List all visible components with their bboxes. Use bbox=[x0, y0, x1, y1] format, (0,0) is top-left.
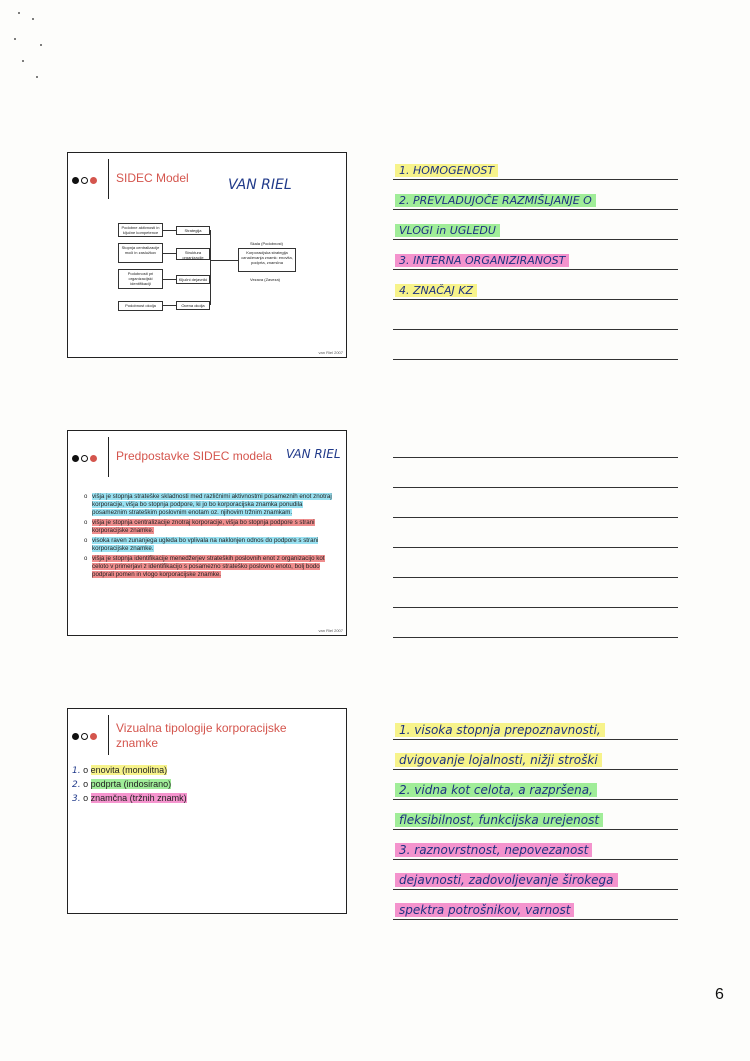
note-line bbox=[393, 210, 678, 240]
typology-item: 2. o podprta (indosirano) bbox=[72, 779, 172, 790]
dot-red-icon bbox=[90, 455, 97, 462]
page-number: 6 bbox=[715, 986, 724, 1003]
diagram-box: Podobnost okolja bbox=[118, 301, 163, 311]
note-text: 1. HOMOGENOST bbox=[395, 164, 498, 177]
note-line bbox=[393, 458, 678, 488]
handwritten-note: VAN RIEL bbox=[228, 177, 292, 193]
note-text: dvigovanje lojalnosti, nižji stroški bbox=[395, 753, 602, 767]
slide-title: Vizualna tipologije korporacijske znamke bbox=[116, 721, 287, 750]
note-line bbox=[393, 710, 678, 740]
typology-item: 1. o enovita (monolitna) bbox=[72, 765, 168, 776]
note-text: dejavnosti, zadovoljevanje širokega bbox=[395, 873, 618, 887]
note-line bbox=[393, 428, 678, 458]
note-text: 3. INTERNA ORGANIZIRANOST bbox=[395, 254, 569, 267]
note-text: VLOGI in UGLEDU bbox=[395, 224, 500, 237]
diagram-box: Podobne aktivnosti in ključne kompetence bbox=[118, 223, 163, 237]
assumption-list bbox=[84, 493, 336, 581]
slide-dots bbox=[72, 731, 99, 742]
diagram-connector bbox=[163, 279, 176, 280]
slide-divider bbox=[108, 715, 109, 755]
note-line bbox=[393, 270, 678, 300]
note-line bbox=[393, 300, 678, 330]
diagram-connector bbox=[163, 305, 176, 306]
slide-divider bbox=[108, 437, 109, 477]
notes-slide2 bbox=[393, 428, 678, 638]
item-number: 2. bbox=[72, 780, 81, 790]
diagram-box: Korporacijska strategija označevanja znamk: enovita, podprta, znamčna bbox=[238, 248, 296, 272]
assumption-item bbox=[84, 519, 336, 535]
slide-dots bbox=[72, 175, 99, 186]
note-text: 1. visoka stopnja prepoznavnosti, bbox=[395, 723, 605, 737]
assumption-text: visoka raven zunanjega ugleda bo vplivala na naklonjen odnos do podpore s strani korporacijske znamke. bbox=[92, 537, 319, 552]
dot-black-icon bbox=[72, 177, 79, 184]
note-line bbox=[393, 830, 678, 860]
note-text: 3. raznovrstnost, nepovezanost bbox=[395, 843, 592, 857]
note-text: spektra potrošnikov, varnost bbox=[395, 903, 574, 917]
note-line bbox=[393, 150, 678, 180]
item-number: 1. bbox=[72, 766, 81, 776]
diagram-connector bbox=[163, 230, 176, 231]
note-text: fleksibilnost, funkcijska urejenost bbox=[395, 813, 603, 827]
dot-red-icon bbox=[90, 733, 97, 740]
note-line bbox=[393, 608, 678, 638]
item-label: enovita (monolitna) bbox=[90, 765, 168, 775]
assumption-text: višja je stopnja strateške skladnosti med različnimi aktivnostmi posameznih enot znotraj korporacije, višja bo stopnja podpore, ki jo bo korporacijska znamka ponudila posameznim strateškim poslovnim enotam oz. njihovim tržnim znamkam. bbox=[92, 493, 332, 516]
diagram-box: Strategija bbox=[176, 226, 210, 235]
diagram-connector bbox=[210, 260, 238, 261]
note-line bbox=[393, 860, 678, 890]
item-label: podprta (indosirano) bbox=[90, 779, 172, 789]
note-line bbox=[393, 890, 678, 920]
slide-sidec-assumptions bbox=[67, 430, 347, 636]
slide-dots bbox=[72, 453, 99, 464]
diagram-connector bbox=[210, 230, 211, 305]
item-label: znamčna (tržnih znamk) bbox=[90, 793, 187, 803]
dot-white-icon bbox=[81, 455, 88, 462]
dot-black-icon bbox=[72, 733, 79, 740]
note-text: 2. PREVLADUJOČE RAZMIŠLJANJE O bbox=[395, 194, 596, 207]
slide-footer: van Riel 2007 bbox=[318, 350, 343, 355]
diagram-connector bbox=[163, 253, 176, 254]
item-number: 3. bbox=[72, 794, 81, 804]
notes-slide3 bbox=[393, 710, 678, 920]
sidec-diagram bbox=[118, 223, 348, 333]
typology-list bbox=[72, 764, 187, 806]
note-text: 2. vidna kot celota, a razpršena, bbox=[395, 783, 597, 797]
dot-red-icon bbox=[90, 177, 97, 184]
dot-white-icon bbox=[81, 733, 88, 740]
note-line bbox=[393, 180, 678, 210]
note-line bbox=[393, 740, 678, 770]
handwritten-note: VAN RIEL bbox=[286, 447, 341, 461]
assumption-text: višja je stopnja centralizacije znotraj korporacije, višja bo stopnja podpore s strani korporacijske znamke. bbox=[92, 519, 315, 534]
note-line bbox=[393, 240, 678, 270]
slide-footer: van Riel 2007 bbox=[318, 628, 343, 633]
assumption-text: višja je stopnja identifikacije menedžerjev strateških poslovnih enot z organizacijo kot celoto v primerjavi z identifikacijo s posamezno strateško poslovno enoto, bolj bodo podprali pomen in vlogo korporacijske znamke. bbox=[92, 555, 325, 578]
dot-white-icon bbox=[81, 177, 88, 184]
diagram-box: Stopnja centralizacije moči in zaslužkov bbox=[118, 243, 163, 263]
assumption-item bbox=[84, 537, 336, 553]
note-text: 4. ZNAČAJ KZ bbox=[395, 284, 477, 297]
note-line bbox=[393, 578, 678, 608]
diagram-box: Ključni dejavniki bbox=[176, 275, 210, 284]
slide-visual-typology bbox=[67, 708, 347, 914]
assumption-item bbox=[84, 555, 336, 579]
note-line bbox=[393, 330, 678, 360]
slide-title: Predpostavke SIDEC modela bbox=[116, 449, 273, 463]
note-line bbox=[393, 800, 678, 830]
diagram-box: Struktura organizacije bbox=[176, 248, 210, 260]
assumption-item bbox=[84, 493, 336, 517]
note-line bbox=[393, 488, 678, 518]
typology-item: 3. o znamčna (tržnih znamk) bbox=[72, 793, 187, 804]
diagram-label: Skala (Podobnost) bbox=[250, 241, 283, 246]
diagram-box: Ocena okolja bbox=[176, 301, 210, 310]
slide-title: SIDEC Model bbox=[116, 171, 189, 185]
slide-divider bbox=[108, 159, 109, 199]
diagram-box: Podobnosti pri organizacijski identifikaciji bbox=[118, 269, 163, 289]
diagram-label: Vezava (Zaveza) bbox=[250, 277, 281, 282]
note-line bbox=[393, 548, 678, 578]
dot-black-icon bbox=[72, 455, 79, 462]
note-line bbox=[393, 518, 678, 548]
scan-specks bbox=[10, 8, 70, 88]
notes-slide1 bbox=[393, 150, 678, 360]
slide-sidec-model bbox=[67, 152, 347, 358]
note-line bbox=[393, 770, 678, 800]
